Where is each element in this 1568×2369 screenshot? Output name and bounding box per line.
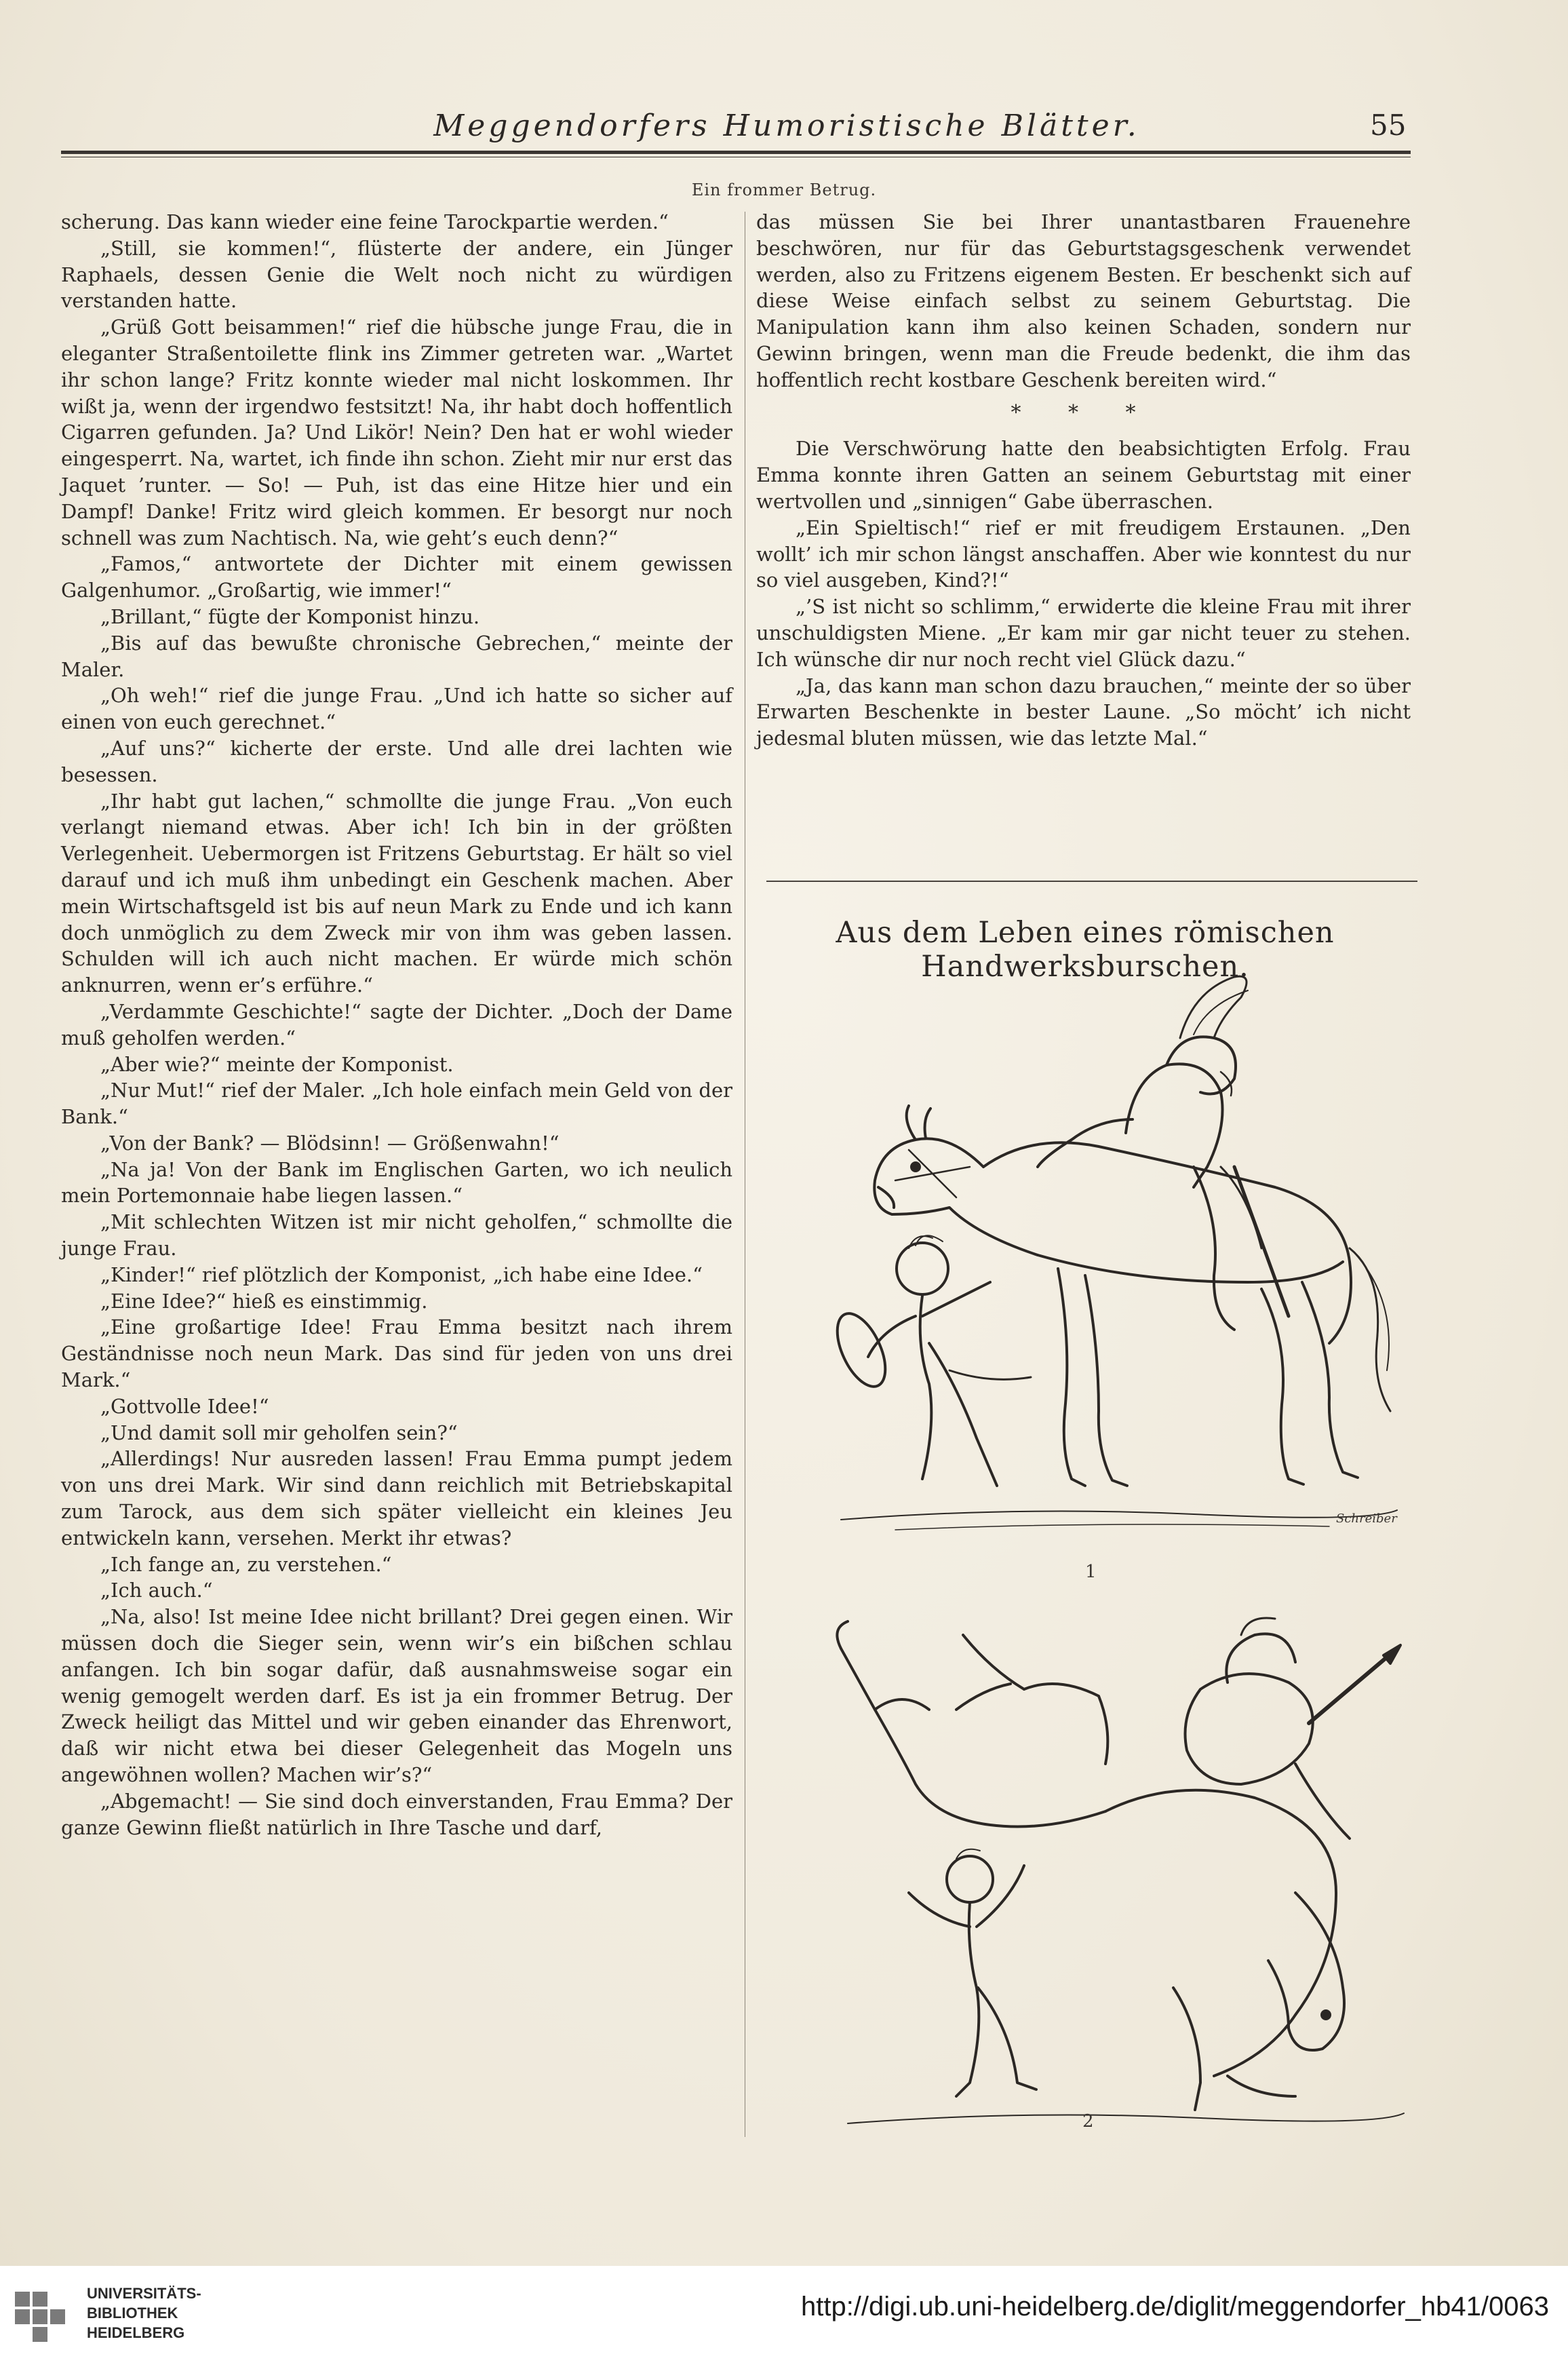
paragraph: „Nur Mut!“ rief der Maler. „Ich hole einfach mein Geld von der Bank.“ — [61, 1079, 732, 1129]
section-rule — [766, 881, 1417, 882]
paragraph: „Verdammte Geschichte!“ sagte der Dichter. „Doch der Dame muß geholfen werden.“ — [61, 999, 732, 1049]
paragraph: „Still, sie kommen!“, flüsterte der andere, ein Jünger Raphaels, dessen Genie die Welt noch nicht zu würdigen verstanden hatte. — [61, 236, 732, 313]
illustration-rider-on-horse — [814, 963, 1411, 1547]
paragraph: Die Verschwörung hatte den beabsichtigten Erfolg. Frau Emma konnte ihren Gatten an seinem Geburtstag mit einer wertvollen und „sinnigen“ Gabe überraschen. — [756, 437, 1411, 513]
left-column — [61, 209, 732, 1841]
paragraph: „Ein Spieltisch!“ rief er mit freudigem Erstaunen. „Den wollt’ ich mir schon längst anschaffen. Aber wie konntest du nur so viel ausgeben, Kind?!“ — [756, 516, 1411, 592]
paragraph: „Bis auf das bewußte chronische Gebrechen,“ meinte der Maler. — [61, 631, 732, 681]
paragraph: das müssen Sie bei Ihrer unantastbaren Frauenehre beschwören, nur für das Geburtstagsgeschenk verwendet werden, also zu Fritzens eigenem Besten. Er beschenkt sich auf diese Weise einfach selbst zu seinem Geburtstag. Die Manipulation kann ihm also keinen Schaden, sondern nur Gewinn bringen, wenn man die Freude bedenkt, die ihm das hoffentlich recht kostbare Geschenk bereiten wird.“ — [756, 210, 1411, 391]
paragraph: „Ich fange an, zu verstehen.“ — [100, 1552, 392, 1576]
paragraph: „’S ist nicht so schlimm,“ erwiderte die kleine Frau mit ihrer unschuldigsten Miene. „Er kam mir gar nicht teuer zu stehen. Ich wünsche dir nur noch recht viel Glück dazu.“ — [756, 595, 1411, 671]
running-head: Meggendorfers Humoristische Blätter. — [433, 109, 1140, 143]
page-number: 55 — [1370, 109, 1407, 142]
paragraph: „Eine großartige Idee! Frau Emma besitzt nach ihrem Geständnisse noch neun Mark. Das sind für jeden von uns drei Mark.“ — [61, 1315, 732, 1392]
paragraph: „Aber wie?“ meinte der Komponist. — [100, 1052, 454, 1076]
right-column — [756, 209, 1411, 752]
section-title: Aus dem Leben eines römischen Handwerksburschen. — [836, 916, 1335, 984]
paragraph: „Abgemacht! — Sie sind doch einverstanden, Frau Emma? Der ganze Gewinn fließt natürlich in Ihre Tasche und darf, — [61, 1789, 732, 1839]
paragraph: „Oh weh!“ rief die junge Frau. „Und ich hatte so sicher auf einen von euch gerechnet.“ — [61, 684, 732, 734]
paragraph: „Ihr habt gut lachen,“ schmollte die junge Frau. „Von euch verlangt niemand etwas. Aber ich! Ich bin in der größten Verlegenheit. Uebermorgen ist Fritzens Geburtstag. Er hält so viel darauf und ich muß ihm unbedingt ein Geschenk machen. Aber mein Wirtschaftsgeld ist bis auf neun Mark zu Ende und ich kann doch unmöglich zu dem Zweck mir von ihm was geben lassen. Schulden will ich auch nicht machen. Er würde mich schön anknurren, wenn er’s erführe.“ — [61, 789, 732, 997]
institution-line: UNIVERSITÄTS- — [87, 2285, 201, 2302]
paragraph: „Eine Idee?“ hieß es einstimmig. — [100, 1289, 428, 1313]
institution-line: BIBLIOTHEK — [87, 2305, 178, 2322]
institution-line: HEIDELBERG — [87, 2324, 185, 2341]
paragraph: scherung. Das kann wieder eine feine Tarockpartie werden.“ — [61, 210, 669, 233]
paragraph: „Grüß Gott beisammen!“ rief die hübsche junge Frau, die in eleganter Straßentoilette flink ins Zimmer getreten war. „Wartet ihr schon lange? Fritz konnte wieder mal nicht loskommen. Ihr wißt ja, wenn der irgendwo festsitzt! Na, ihr habt doch hoffentlich Cigarren gefunden. Ja? Und Likör! Nein? Den hat er wohl wieder eingesperrt. Na, wartet, ich finde ihn schon. Zieht mir nur erst das Jaquet ’runter. — So! — Puh, ist das eine Hitze hier und ein Dampf! Danke! Fritz wird gleich kommen. Er besorgt nur noch schnell was zum Nachtisch. Na, wie geht’s euch denn?“ — [61, 315, 732, 550]
paragraph: „Brillant,“ fügte der Komponist hinzu. — [100, 604, 480, 628]
paragraph: „Na, also! Ist meine Idee nicht brillant? Drei gegen einen. Wir müssen doch die Sieger sein, wenn wir’s ein bißchen schlau anfangen. Ich bin sogar dafür, daß ausnahmsweise sogar ein wenig gemogelt werden darf. Es ist ja ein frommer Betrug. Der Zweck heiligt das Mittel und wir geben einander das Ehrenwort, daß wir nicht etwa bei dieser Gelegenheit das Mogeln uns angewöhnen wollen? Machen wir’s?“ — [61, 1605, 732, 1787]
paragraph: „Allerdings! Nur ausreden lassen! Frau Emma pumpt jedem von uns drei Mark. Wir sind dann reichlich mit Betriebskapital zum Tarock, aus dem sich später vielleicht ein kleines Jeu entwickeln kann, versehen. Merkt ihr etwas? — [61, 1447, 732, 1549]
institution-name — [87, 2284, 201, 2343]
paragraph: „Na ja! Von der Bank im Englischen Garten, wo ich neulich mein Portemonnaie habe liegen lassen.“ — [61, 1157, 732, 1208]
paragraph: „Ja, das kann man schon dazu brauchen,“ meinte der so über Erwarten Beschenkte in bester Laune. „So möcht’ ich nicht jedesmal bluten müssen, wie das letzte Mal.“ — [756, 674, 1411, 750]
paragraph: „Gottvolle Idee!“ — [100, 1394, 269, 1418]
paragraph: „Famos,“ antwortete der Dichter mit einem gewissen Galgenhumor. „Großartig, wie immer!“ — [61, 552, 732, 602]
paragraph: „Mit schlechten Witzen ist mir nicht geholfen,“ schmollte die junge Frau. — [61, 1210, 732, 1260]
illustration-falling-rider — [821, 1608, 1411, 2144]
section-stars: * * * — [1011, 400, 1156, 425]
paragraph: „Kinder!“ rief plötzlich der Komponist, „ich habe eine Idee.“ — [100, 1263, 703, 1286]
paragraph: „Von der Bank? — Blödsinn! — Größenwahn!“ — [100, 1131, 560, 1155]
illustration-signature: Schreiber — [1336, 1511, 1397, 1526]
university-seal-icon — [11, 2288, 71, 2347]
header-rule — [61, 151, 1411, 154]
paragraph: „Auf uns?“ kicherte der erste. Und alle drei lachten wie besessen. — [61, 736, 732, 786]
illustration-caption-2: 2 — [1082, 2111, 1094, 2132]
paragraph: „Ich auch.“ — [100, 1579, 213, 1602]
paragraph: „Und damit soll mir geholfen sein?“ — [100, 1421, 458, 1444]
story-title: Ein frommer Betrug. — [691, 180, 877, 199]
source-url-link[interactable]: http://digi.ub.uni-heidelberg.de/diglit/meggendorfer_hb41/0063 — [800, 2292, 1549, 2322]
illustration-caption-1: 1 — [1085, 1562, 1097, 1582]
